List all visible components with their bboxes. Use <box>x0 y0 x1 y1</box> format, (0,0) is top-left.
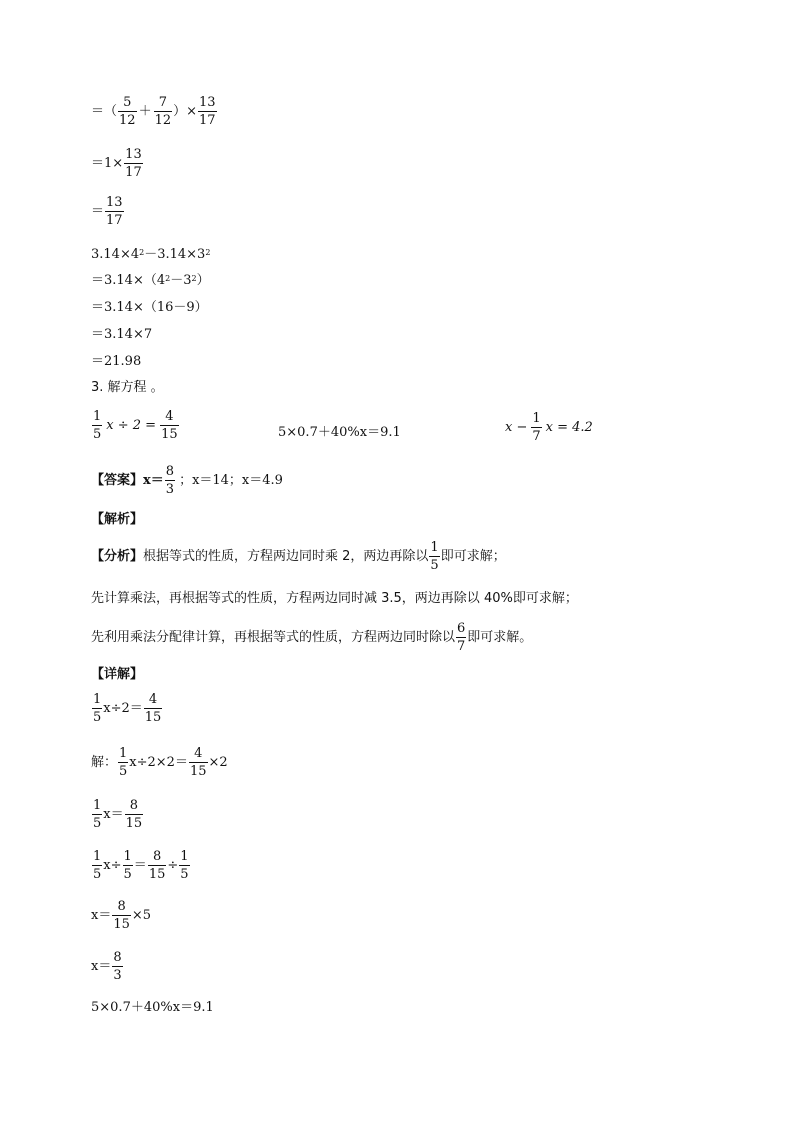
text: 【分析】 <box>91 549 144 564</box>
fenxi-line3 <box>91 622 532 653</box>
fenxi-line1 <box>91 541 506 572</box>
fraction <box>189 747 208 778</box>
detail-label <box>91 668 143 681</box>
text: 3 <box>113 968 122 983</box>
calc2-line1 <box>91 248 210 261</box>
text: 5 <box>93 867 102 882</box>
text: 5 <box>123 867 132 882</box>
fraction <box>124 148 143 179</box>
text: ＝（ <box>91 104 118 119</box>
fraction <box>92 850 102 881</box>
fraction <box>112 900 131 931</box>
detail-step7 <box>91 1001 214 1014</box>
text: 5 <box>119 764 128 779</box>
text: ＝1× <box>91 156 124 171</box>
text: x＝ <box>91 908 112 923</box>
text: 先利用乘法分配律计算，再根据等式的性质，方程两边同时除以 <box>91 630 456 645</box>
q3-equation-2 <box>278 426 401 439</box>
text: 解： <box>91 755 118 770</box>
text: 13 <box>199 95 216 110</box>
text: －3 <box>170 273 192 288</box>
text: 1 <box>93 798 102 813</box>
text: ＝3.14×（16－9） <box>91 300 208 315</box>
text: ×2 <box>208 755 228 770</box>
text: 先计算乘法，再根据等式的性质，方程两边同时减 3.5，两边再除以 40%即可求解； <box>91 591 578 606</box>
text: 1 <box>532 411 541 426</box>
fraction <box>160 410 179 441</box>
text: 8 <box>165 464 175 479</box>
text: ＝3.14×（4 <box>91 273 166 288</box>
fraction <box>179 850 189 881</box>
detail-step1 <box>91 693 163 724</box>
text: 8 <box>113 950 122 965</box>
text: 2 <box>191 273 197 283</box>
text: 7 <box>158 95 167 110</box>
text: ＝ <box>133 858 147 873</box>
text: ×5 <box>131 908 152 923</box>
text: 13 <box>125 147 142 162</box>
fraction <box>429 541 439 572</box>
text: ） <box>196 273 210 288</box>
text: x＝ <box>103 807 124 822</box>
text: ＝3.14×7 <box>91 327 153 342</box>
fraction <box>118 747 128 778</box>
text: x＝ <box>143 473 164 488</box>
text: 17 <box>125 165 142 180</box>
detail-step2 <box>91 747 228 778</box>
text: 1 <box>93 409 102 424</box>
text: 【详解】 <box>91 667 144 682</box>
text: 4 <box>194 746 203 761</box>
detail-step6 <box>91 951 124 982</box>
text: 4 <box>165 409 174 424</box>
text: 8 <box>117 899 126 914</box>
text: 17 <box>106 213 123 228</box>
answer-line <box>91 465 283 496</box>
text: 5 <box>93 427 102 442</box>
text: 15 <box>161 427 178 442</box>
text: 17 <box>199 113 216 128</box>
text: x÷2＝ <box>103 701 143 716</box>
analysis-label <box>91 513 143 526</box>
fenxi-line2 <box>91 592 578 605</box>
text: 5×0.7＋40%x＝9.1 <box>278 425 401 440</box>
text: 8 <box>152 849 162 864</box>
text: ＝ <box>91 204 105 219</box>
text: x＝ <box>91 959 112 974</box>
calc2-line5 <box>91 355 141 368</box>
text: x = 4.2 <box>545 420 593 435</box>
text: 1 <box>93 692 102 707</box>
fraction <box>456 622 466 653</box>
text: 1 <box>430 540 439 555</box>
text: 12 <box>119 113 136 128</box>
calc2-line4 <box>91 328 152 341</box>
detail-step3 <box>91 799 144 830</box>
text: ＋ <box>138 104 152 119</box>
text: 15 <box>148 867 166 882</box>
text: 5 <box>123 95 132 110</box>
fraction <box>144 693 163 724</box>
text: 1 <box>119 746 128 761</box>
text: 即可求解； <box>440 549 506 564</box>
fraction <box>148 850 167 881</box>
fraction <box>154 96 173 127</box>
fraction <box>92 799 102 830</box>
text: 15 <box>189 764 207 779</box>
text: ÷ <box>167 858 179 873</box>
text: 2 <box>165 273 171 283</box>
fraction <box>125 799 144 830</box>
fraction <box>92 410 102 441</box>
text: 7 <box>457 639 466 654</box>
text: 根据等式的性质，方程两边同时乘 2，两边再除以 <box>143 549 429 564</box>
text: x − <box>505 420 528 435</box>
text: 即可求解。 <box>467 630 533 645</box>
text: 12 <box>154 113 172 128</box>
fraction <box>105 196 124 227</box>
text: x÷ <box>103 858 122 873</box>
text: 6 <box>457 621 466 636</box>
text: 5 <box>180 867 189 882</box>
text: 1 <box>93 849 102 864</box>
text: 5 <box>93 710 102 725</box>
text: 5×0.7＋40%x＝9.1 <box>91 1000 214 1015</box>
calc1-line1 <box>91 96 218 127</box>
text: 5 <box>430 558 439 573</box>
text: 4 <box>148 692 158 707</box>
text: －3.14×3 <box>144 247 206 262</box>
text: ；x＝14；x＝4.9 <box>179 473 283 488</box>
calc2-line3 <box>91 301 208 314</box>
text: ）× <box>173 104 198 119</box>
text: ＝21.98 <box>91 354 142 369</box>
answer-label: 【答案】 <box>91 473 144 488</box>
text: 15 <box>125 816 143 831</box>
fraction <box>118 96 137 127</box>
text: 3.14×4 <box>91 247 140 262</box>
text: 2 <box>205 247 211 257</box>
text: 15 <box>144 710 162 725</box>
calc2-line2 <box>91 274 210 287</box>
detail-step4 <box>91 850 191 881</box>
fraction <box>123 850 133 881</box>
text: x÷2×2＝ <box>129 755 188 770</box>
fraction <box>198 96 217 127</box>
text: 7 <box>532 429 541 444</box>
text: 13 <box>106 195 123 210</box>
detail-step5 <box>91 900 151 931</box>
calc1-line3 <box>91 196 125 227</box>
text: 8 <box>129 798 139 813</box>
fraction <box>112 951 122 982</box>
calc1-line2 <box>91 148 144 179</box>
text: 3. 解方程 。 <box>91 380 164 395</box>
text: 5 <box>93 816 102 831</box>
question-3-title <box>91 381 164 394</box>
text: x ÷ 2 = <box>106 418 157 433</box>
text: 1 <box>123 849 132 864</box>
text: 3 <box>165 482 175 497</box>
text: 15 <box>113 917 130 932</box>
fraction <box>531 412 541 443</box>
text: 1 <box>180 849 189 864</box>
text: 【解析】 <box>91 512 144 527</box>
text: 2 <box>139 247 145 257</box>
fraction <box>165 465 175 496</box>
q3-equation-3 <box>505 412 593 443</box>
q3-equation-1 <box>91 410 180 441</box>
fraction <box>92 693 102 724</box>
